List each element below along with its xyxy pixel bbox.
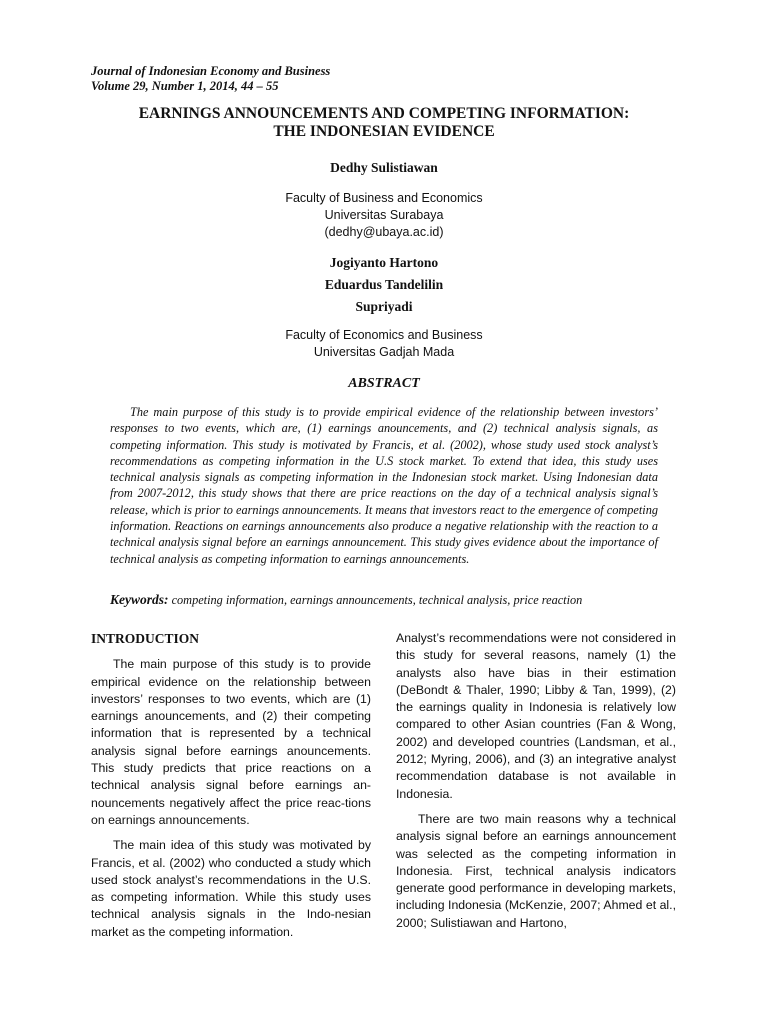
- section-heading: INTRODUCTION: [91, 631, 200, 646]
- author-name: Dedhy Sulistiawan: [330, 160, 438, 175]
- abstract-heading: ABSTRACT: [348, 376, 420, 391]
- author-name: Eduardus Tandelilin: [324, 277, 444, 292]
- journal-name: Journal of Indonesian Economy and Business: [91, 64, 331, 78]
- journal-volume: Volume 29, Number 1, 2014, 44 – 55: [91, 79, 279, 93]
- title-line-2: THE INDONESIAN EVIDENCE: [273, 123, 495, 140]
- author-email: (dedhy@ubaya.ac.id): [324, 225, 444, 239]
- column-left: [91, 630, 371, 949]
- body-paragraph: Analyst’s recommendations were not considered in this study for several reasons, namely (1) the analysts also have bias in their estimation (DeBondt & Thaler, 1990; Libby & Tan, 1999), (2) the earnings quality in Indonesia is relatively low compared to other Asian countries (Fan & Wong, 2002) and developed countries (Landsman, et al., 2012; Myring, 2006), and (3) an integrative analyst recommendation database is not available in Indonesia.: [396, 631, 676, 801]
- affiliation-line: Faculty of Business and Economics: [285, 191, 483, 205]
- author-name: Jogiyanto Hartono: [329, 255, 439, 270]
- body-paragraph: There are two main reasons why a technical analysis signal before an earnings announcement was selected as the competing information in Indonesia. First, technical analysis indicators generate good performance in developing markets, including Indonesia (McKenzie, 2007; Ahmed et al., 2000; Sulistiawan and Hartono,: [396, 811, 676, 930]
- keywords-line: [110, 592, 670, 608]
- author-block-1: [184, 159, 584, 241]
- column-right: [396, 630, 676, 940]
- keywords-text: competing information, earnings announcements, technical analysis, price reaction: [171, 593, 583, 607]
- author-block-2: [184, 252, 584, 361]
- body-paragraph: The main idea of this study was motivated by Francis, et al. (2002) who conducted a study which used stock analyst’s recommendations in the U.S. as competing information. While this study uses technical analysis signals in the Indo-nesian market as the competing information.: [91, 838, 371, 939]
- affiliation-line: Faculty of Economics and Business: [285, 328, 483, 342]
- journal-header: [91, 64, 330, 94]
- author-name: Supriyadi: [355, 299, 413, 314]
- title-line-1: EARNINGS ANNOUNCEMENTS AND COMPETING INFORMATION:: [138, 105, 630, 122]
- paper-title: [60, 105, 708, 141]
- affiliation-line: Universitas Gadjah Mada: [313, 345, 455, 359]
- affiliation-line: Universitas Surabaya: [324, 208, 444, 222]
- keywords-label: Keywords:: [110, 592, 169, 607]
- abstract-text: The main purpose of this study is to provide empirical evidence of the relationship between investors’ responses to two events, which are, (1) earnings anouncements, and (2) technical analysis signals, as competing information. This study is motivated by Francis, et al. (2002), whose study used stock analyst’s recommendations as competing information in the U.S stock market. To extend that idea, this study uses technical analysis signals as competing information in the Indonesian stock market. Using Indonesian data from 2007-2012, this study shows that there are price reactions on the day of a technical analysis signal’s release, which is prior to earnings announcements. It means that investors react to the emergence of competing information. Reactions on earnings announcements also produce a negative relationship with the reaction to a technical analysis signal before an earnings announcement. This study gives evidence about the importance of technical analysis as competing information to earnings announcements.: [110, 405, 658, 566]
- body-paragraph: The main purpose of this study is to provide empirical evidence on the relationship between investors’ responses to two events, which are (1) earnings anouncements, and (2) their competing information that is represented by a technical analysis signal before earnings anouncements. This study predicts that price reactions on a technical analysis signal before earnings an-nouncements negatively affect the price reac-tions on earnings announcements.: [91, 657, 371, 827]
